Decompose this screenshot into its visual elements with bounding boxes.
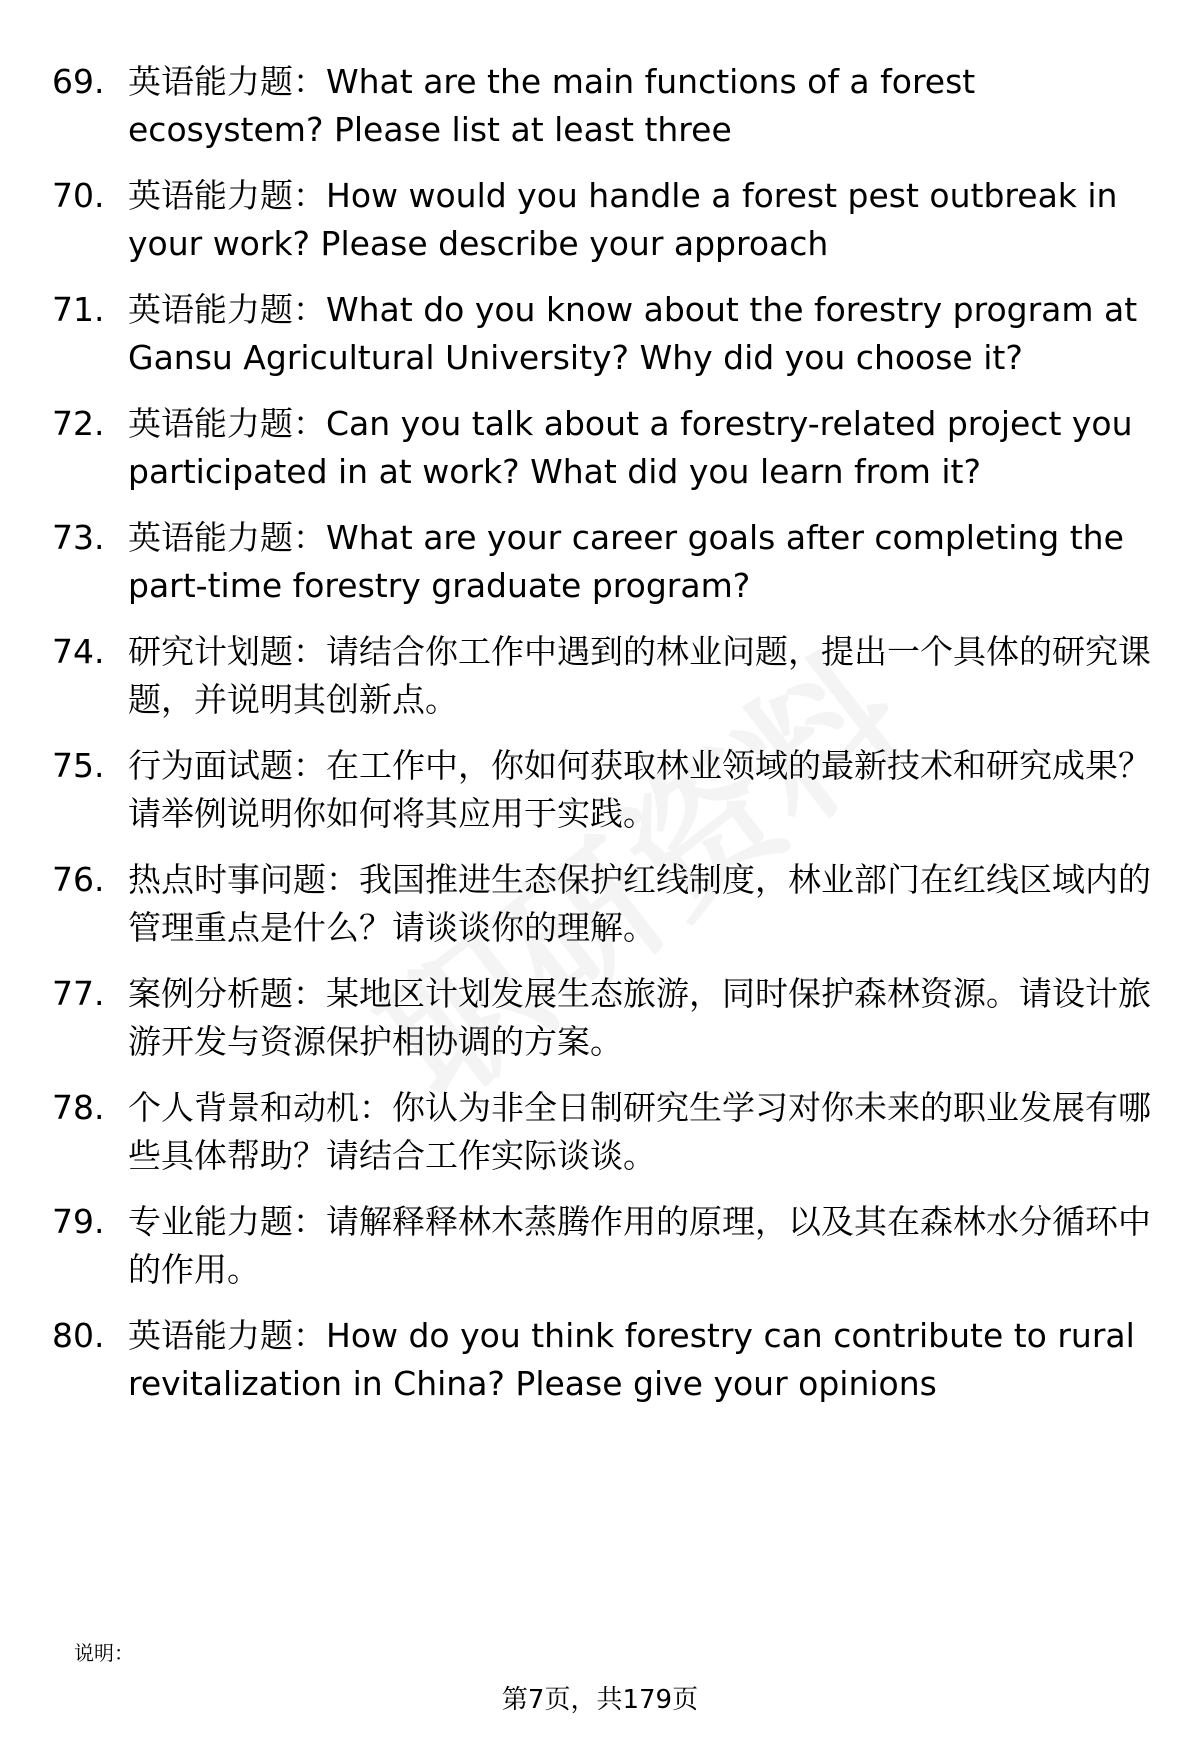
question-text: 英语能力题：How do you think forestry can contribute to rural revitalization in China? Please give your opinions [128,1316,1135,1403]
question-text: 英语能力题：What are the main functions of a forest ecosystem? Please list at least three [128,62,976,149]
question-item [52,58,1162,154]
question-number: 69. [52,62,105,101]
question-number: 74. [52,632,105,671]
question-number: 78. [52,1088,105,1127]
question-item [52,1312,1162,1408]
question-number: 70. [52,176,105,215]
question-number: 73. [52,518,105,557]
question-text: 英语能力题：Can you talk about a forestry-related project you participated in at work? What did you learn from it? [128,404,1133,491]
question-text: 行为面试题：在工作中，你如何获取林业领域的最新技术和研究成果？请举例说明你如何将其应用于实践。 [128,746,1151,833]
question-list [52,58,1162,1426]
question-text: 案例分析题：某地区计划发展生态旅游，同时保护森林资源。请设计旅游开发与资源保护相协调的方案。 [128,974,1151,1061]
question-item [52,514,1162,610]
note-label: 说明： [74,1641,134,1665]
question-text: 专业能力题：请解释释林木蒸腾作用的原理，以及其在森林水分循环中的作用。 [128,1202,1151,1289]
question-item [52,628,1162,724]
question-item [52,400,1162,496]
question-text: 热点时事问题：我国推进生态保护红线制度，林业部门在红线区域内的管理重点是什么？请谈谈你的理解。 [128,860,1151,947]
page-footer: 第7页，共179页 [501,1685,699,1715]
question-text: 英语能力题：What do you know about the forestry program at Gansu Agricultural University? Why did you choose it? [128,290,1138,377]
question-text: 研究计划题：请结合你工作中遇到的林业问题，提出一个具体的研究课题，并说明其创新点。 [128,632,1151,719]
question-number: 79. [52,1202,105,1241]
question-number: 75. [52,746,105,785]
question-text: 个人背景和动机：你认为非全日制研究生学习对你未来的职业发展有哪些具体帮助？请结合工作实际谈谈。 [128,1088,1151,1175]
question-text: 英语能力题：How would you handle a forest pest outbreak in your work? Please describe your approach [128,176,1118,263]
question-item [52,742,1162,838]
question-number: 77. [52,974,105,1013]
question-item [52,172,1162,268]
question-item [52,286,1162,382]
question-item [52,970,1162,1066]
question-number: 80. [52,1316,105,1355]
question-item [52,856,1162,952]
question-number: 72. [52,404,105,443]
question-item [52,1198,1162,1294]
question-text: 英语能力题：What are your career goals after completing the part-time forestry graduate program? [128,518,1124,605]
question-number: 76. [52,860,105,899]
question-item [52,1084,1162,1180]
question-number: 71. [52,290,105,329]
